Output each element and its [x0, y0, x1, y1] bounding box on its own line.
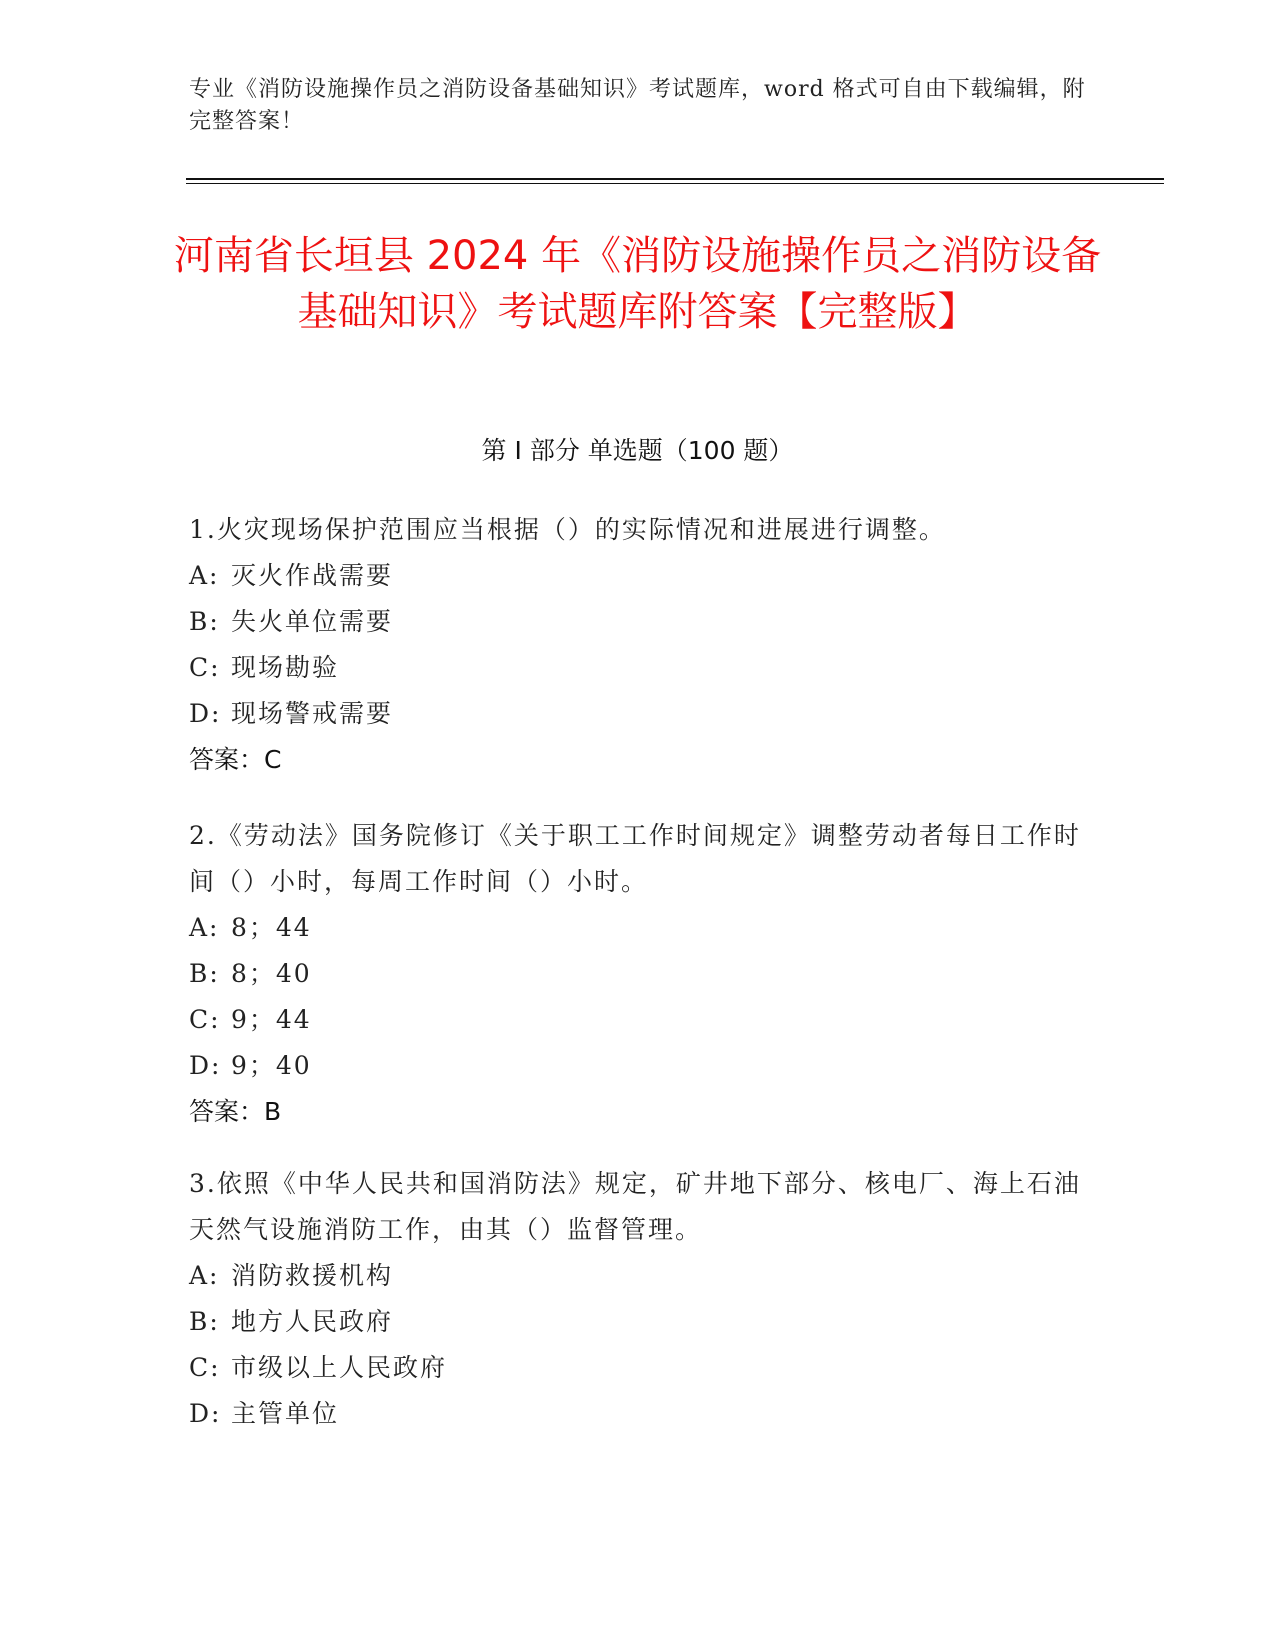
option-key: D: [189, 1051, 222, 1080]
answer-value: C [264, 745, 282, 774]
option-text: 9；40 [231, 1051, 312, 1080]
option-text: 现场勘验 [231, 653, 340, 682]
question-stem: 1.火灾现场保护范围应当根据（）的实际情况和进展进行调整。 [189, 515, 946, 544]
option-key: A: [189, 1261, 220, 1290]
option-b [189, 1299, 1089, 1345]
option-d [189, 1043, 1089, 1089]
question-1 [189, 507, 1089, 783]
option-b [189, 599, 1089, 645]
option-a [189, 905, 1089, 951]
question-stem: 3.依照《中华人民共和国消防法》规定，矿井地下部分、核电厂、海上石油天然气设施消防工作，由其（）监督管理。 [189, 1169, 1081, 1244]
option-key: A: [189, 561, 220, 590]
question-3 [189, 1161, 1089, 1437]
header-divider-thick [186, 178, 1164, 180]
option-text: 8；44 [231, 913, 312, 942]
answer-label: 答案： [189, 1097, 265, 1126]
document-title: 河南省长垣县 2024 年《消防设施操作员之消防设备基础知识》考试题库附答案【完整版】 [173, 233, 1102, 335]
option-key: B: [189, 607, 220, 636]
option-key: C: [189, 1005, 221, 1034]
option-text: 失火单位需要 [231, 607, 394, 636]
question-2 [189, 813, 1089, 1135]
option-text: 灭火作战需要 [231, 561, 394, 590]
option-text: 9；44 [231, 1005, 312, 1034]
option-key: B: [189, 959, 220, 988]
option-c [189, 1345, 1089, 1391]
option-text: 市级以上人民政府 [231, 1353, 448, 1382]
option-text: 地方人民政府 [231, 1307, 394, 1336]
option-key: C: [189, 1353, 221, 1382]
option-text: 现场警戒需要 [231, 699, 394, 728]
option-text: 主管单位 [231, 1399, 340, 1428]
option-key: A: [189, 913, 220, 942]
answer-line [189, 737, 1089, 783]
header-note: 专业《消防设施操作员之消防设备基础知识》考试题库，word 格式可自由下载编辑，附完整答案！ [189, 77, 1086, 134]
option-text: 8；40 [231, 959, 312, 988]
option-text: 消防救援机构 [231, 1261, 394, 1290]
header-divider-thin [186, 183, 1164, 184]
option-d [189, 1391, 1089, 1437]
option-d [189, 691, 1089, 737]
option-b [189, 951, 1089, 997]
answer-line [189, 1089, 1089, 1135]
answer-label: 答案： [189, 745, 265, 774]
option-key: D: [189, 699, 222, 728]
option-key: B: [189, 1307, 220, 1336]
option-c [189, 645, 1089, 691]
option-key: D: [189, 1399, 222, 1428]
question-stem: 2.《劳动法》国务院修订《关于职工工作时间规定》调整劳动者每日工作时间（）小时，每周工作时间（）小时。 [189, 821, 1081, 896]
option-c [189, 997, 1089, 1043]
section-heading: 第 I 部分 单选题（100 题） [481, 436, 794, 465]
option-key: C: [189, 653, 221, 682]
option-a [189, 1253, 1089, 1299]
option-a [189, 553, 1089, 599]
answer-value: B [264, 1097, 282, 1126]
